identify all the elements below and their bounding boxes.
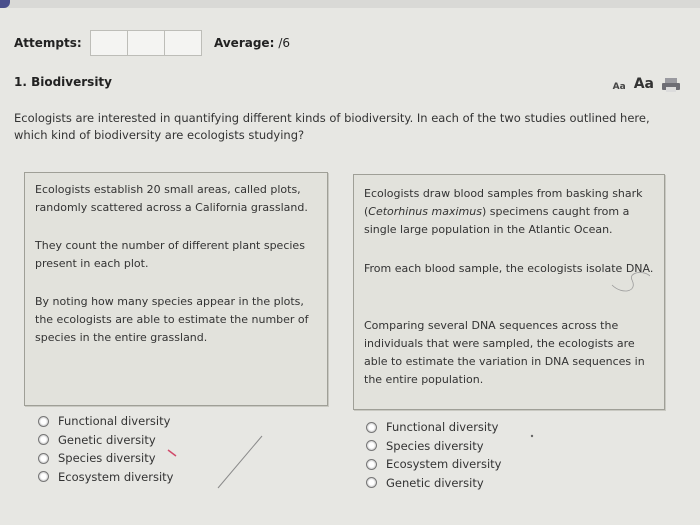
answer-option[interactable] [38, 449, 173, 468]
study-right-paragraph [364, 185, 659, 239]
study-right-text: ) specimens caught from a single large population in the Atlantic Ocean. [364, 205, 630, 236]
species-name: Cetorhinus maximus [368, 205, 482, 218]
average-label: Average: [214, 36, 275, 50]
increase-text-size-button[interactable]: Aa [633, 76, 654, 92]
option-label: Genetic diversity [58, 432, 156, 447]
average-value: /6 [278, 36, 291, 50]
study-right-text: Ecologists draw blood samples from basking shark ( [364, 187, 643, 218]
average-score [214, 36, 290, 50]
pen-dot [531, 435, 533, 437]
study-left-box [24, 172, 328, 406]
decrease-text-size-button[interactable]: Aa [612, 82, 626, 92]
attempt-boxes [90, 30, 201, 56]
radio-button-icon[interactable] [38, 434, 49, 445]
answer-option[interactable] [366, 437, 501, 456]
study-right-paragraph: From each blood sample, the ecologists isolate DNA. [364, 262, 654, 275]
answer-option[interactable] [366, 455, 501, 474]
radio-button-icon[interactable] [366, 422, 377, 433]
pen-stroke [218, 436, 262, 488]
attempts-row [14, 30, 201, 56]
study-left-options [38, 412, 173, 486]
question-prompt: Ecologists are interested in quantifying different kinds of biodiversity. In each of the two studies outlined here, which kind of biodiversity are ecologists studying? [14, 111, 650, 142]
radio-button-icon[interactable] [366, 459, 377, 470]
study-left-paragraph: By noting how many species appear in the plots, the ecologists are able to estimate the number of species in the entire grassland. [35, 295, 309, 344]
answer-option[interactable] [38, 468, 173, 487]
option-label: Ecosystem diversity [58, 469, 174, 484]
radio-button-icon[interactable] [38, 416, 49, 427]
attempt-box [90, 30, 128, 56]
option-label: Species diversity [58, 451, 156, 466]
app-badge-icon [0, 0, 10, 8]
answer-option[interactable] [38, 412, 173, 431]
answer-option[interactable] [38, 431, 173, 450]
top-bar [0, 0, 700, 8]
radio-button-icon[interactable] [38, 471, 49, 482]
attempt-box [164, 30, 202, 56]
option-label: Functional diversity [386, 420, 499, 435]
study-right-paragraph: Comparing several DNA sequences across the individuals that were sampled, the ecologists are able to estimate the variation in DNA sequences in the entire population. [364, 319, 645, 386]
study-right-options [366, 418, 501, 492]
option-label: Functional diversity [58, 414, 171, 429]
text-size-tools [613, 76, 680, 92]
option-label: Genetic diversity [386, 475, 484, 490]
study-left-paragraph: They count the number of different plant species present in each plot. [35, 239, 305, 270]
option-label: Species diversity [386, 438, 484, 453]
printer-icon[interactable] [662, 78, 680, 92]
study-right-box [353, 174, 665, 410]
radio-button-icon[interactable] [366, 477, 377, 488]
answer-option[interactable] [366, 418, 501, 437]
radio-button-icon[interactable] [38, 453, 49, 464]
option-label: Ecosystem diversity [386, 457, 502, 472]
study-left-paragraph: Ecologists establish 20 small areas, called plots, randomly scattered across a California grassland. [35, 183, 308, 214]
radio-button-icon[interactable] [366, 440, 377, 451]
attempts-label: Attempts: [14, 36, 82, 50]
attempt-box [127, 30, 165, 56]
question-title: 1. Biodiversity [14, 75, 112, 89]
answer-option[interactable] [366, 474, 501, 493]
